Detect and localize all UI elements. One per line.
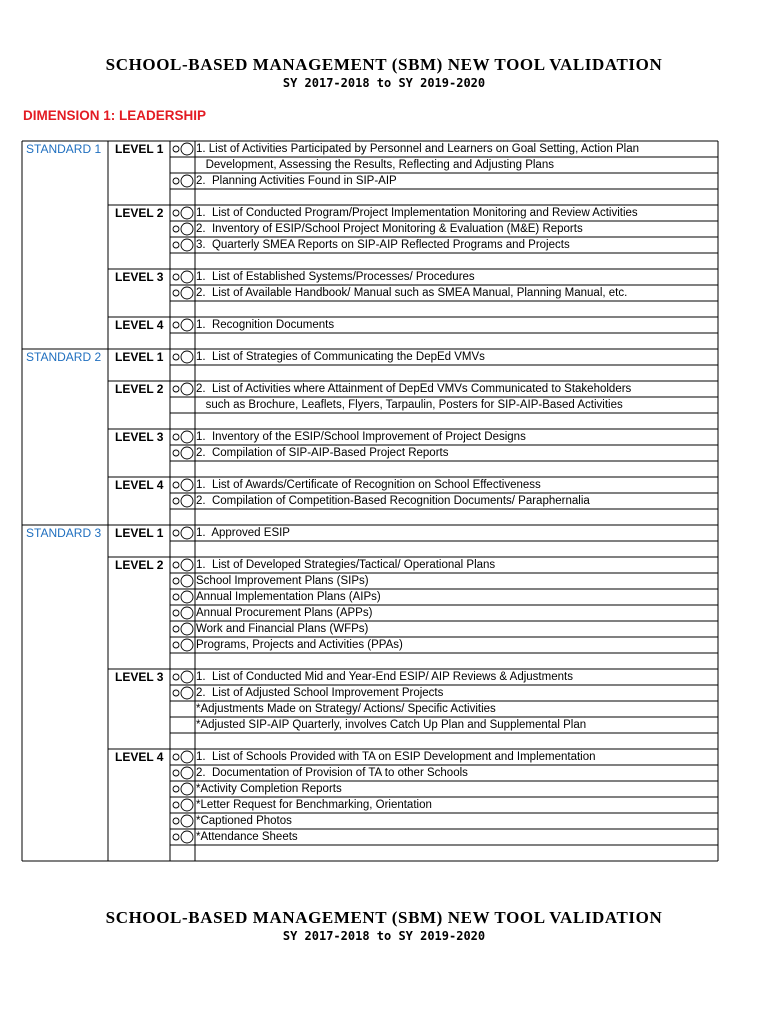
- requirement-text: Annual Implementation Plans (AIPs): [196, 591, 381, 603]
- checkbox-icon[interactable]: [171, 318, 196, 332]
- checkbox-icon[interactable]: [171, 382, 196, 396]
- requirement-text: 2. Compilation of Competition-Based Recognition Documents/ Paraphernalia: [196, 495, 590, 507]
- checkbox-icon[interactable]: [171, 670, 196, 684]
- requirement-text: 2. List of Activities where Attainment of DepEd VMVs Communicated to Stakeholders: [196, 383, 632, 395]
- requirement-text: 1. List of Awards/Certificate of Recognition on School Effectiveness: [196, 479, 541, 491]
- checkbox-icon[interactable]: [171, 142, 196, 156]
- standard-label: STANDARD 2: [26, 350, 102, 364]
- level-label: LEVEL 2: [115, 382, 164, 396]
- checkbox-icon[interactable]: [171, 286, 196, 300]
- requirement-text: *Adjusted SIP-AIP Quarterly, involves Catch Up Plan and Supplemental Plan: [196, 719, 587, 731]
- standard-label: STANDARD 3: [26, 526, 102, 540]
- checkbox-icon[interactable]: [171, 814, 196, 828]
- checkbox-icon[interactable]: [171, 606, 196, 620]
- level-label: LEVEL 4: [115, 478, 164, 492]
- level-label: LEVEL 4: [115, 750, 164, 764]
- requirement-text: Annual Procurement Plans (APPs): [196, 607, 373, 619]
- checkbox-icon[interactable]: [171, 174, 196, 188]
- level-label: LEVEL 2: [115, 206, 164, 220]
- checkbox-icon[interactable]: [171, 222, 196, 236]
- requirement-text: *Letter Request for Benchmarking, Orientation: [196, 799, 432, 811]
- requirement-text: 1. List of Schools Provided with TA on ESIP Development and Implementation: [196, 751, 596, 763]
- checkbox-icon[interactable]: [171, 270, 196, 284]
- checkbox-icon[interactable]: [171, 766, 196, 780]
- requirement-text: 2. Inventory of ESIP/School Project Monitoring & Evaluation (M&E) Reports: [196, 223, 583, 235]
- level-label: LEVEL 1: [115, 526, 164, 540]
- requirement-text: such as Brochure, Leaflets, Flyers, Tarpaulin, Posters for SIP-AIP-Based Activities: [196, 399, 623, 411]
- checkbox-icon[interactable]: [171, 494, 196, 508]
- requirement-text: *Attendance Sheets: [196, 831, 298, 843]
- checkbox-icon[interactable]: [171, 686, 196, 700]
- checkbox-icon[interactable]: [171, 798, 196, 812]
- requirement-text: Programs, Projects and Activities (PPAs): [196, 639, 403, 651]
- page-subtitle: SY 2017-2018 to SY 2019-2020: [282, 76, 486, 90]
- checkbox-icon[interactable]: [171, 478, 196, 492]
- level-label: LEVEL 3: [115, 670, 164, 684]
- requirement-text: *Captioned Photos: [196, 815, 292, 827]
- checkbox-icon[interactable]: [171, 238, 196, 252]
- checkbox-icon[interactable]: [171, 574, 196, 588]
- requirement-text: 1. List of Strategies of Communicating the DepEd VMVs: [196, 351, 485, 363]
- requirement-text: 3. Quarterly SMEA Reports on SIP-AIP Reflected Programs and Projects: [196, 239, 570, 251]
- checkbox-icon[interactable]: [171, 430, 196, 444]
- requirement-text: 2. List of Available Handbook/ Manual such as SMEA Manual, Planning Manual, etc.: [196, 287, 628, 299]
- checkbox-icon[interactable]: [171, 622, 196, 636]
- level-label: LEVEL 3: [115, 270, 164, 284]
- checkbox-icon[interactable]: [171, 750, 196, 764]
- requirement-text: 1. Recognition Documents: [196, 319, 335, 331]
- requirement-text: Work and Financial Plans (WFPs): [196, 623, 369, 635]
- requirement-text: 1. List of Established Systems/Processes/ Procedures: [196, 271, 475, 283]
- checkbox-icon[interactable]: [171, 638, 196, 652]
- checkbox-icon[interactable]: [171, 446, 196, 460]
- level-label: LEVEL 2: [115, 558, 164, 572]
- requirement-text: 1. List of Conducted Mid and Year-End ESIP/ AIP Reviews & Adjustments: [196, 671, 573, 683]
- checkbox-icon[interactable]: [171, 782, 196, 796]
- checkbox-icon[interactable]: [171, 590, 196, 604]
- level-label: LEVEL 1: [115, 350, 164, 364]
- requirement-text: 2. Planning Activities Found in SIP-AIP: [196, 175, 397, 187]
- requirement-text: 2. Compilation of SIP-AIP-Based Project Reports: [196, 447, 449, 459]
- page-title-repeat: SCHOOL-BASED MANAGEMENT (SBM) NEW TOOL VALIDATION: [105, 908, 663, 927]
- checkbox-icon[interactable]: [171, 830, 196, 844]
- requirement-text: 2. Documentation of Provision of TA to other Schools: [196, 767, 468, 779]
- dimension-heading: DIMENSION 1: LEADERSHIP: [23, 108, 207, 123]
- checkbox-icon[interactable]: [171, 206, 196, 220]
- checkbox-icon[interactable]: [171, 558, 196, 572]
- requirement-text: Development, Assessing the Results, Reflecting and Adjusting Plans: [196, 159, 554, 171]
- requirement-text: 1. Inventory of the ESIP/School Improvement of Project Designs: [196, 431, 526, 443]
- requirement-text: 1. List of Conducted Program/Project Implementation Monitoring and Review Activities: [196, 207, 638, 219]
- page-title: SCHOOL-BASED MANAGEMENT (SBM) NEW TOOL VALIDATION: [105, 55, 663, 74]
- requirement-text: School Improvement Plans (SIPs): [196, 575, 369, 587]
- requirement-text: *Activity Completion Reports: [196, 783, 342, 795]
- level-label: LEVEL 1: [115, 142, 164, 156]
- requirement-text: 1. List of Developed Strategies/Tactical/ Operational Plans: [196, 559, 496, 571]
- requirement-text: 2. List of Adjusted School Improvement Projects: [196, 687, 444, 699]
- requirement-text: 1. Approved ESIP: [196, 527, 290, 539]
- standard-label: STANDARD 1: [26, 142, 102, 156]
- level-label: LEVEL 3: [115, 430, 164, 444]
- checkbox-icon[interactable]: [171, 526, 196, 540]
- checkbox-icon[interactable]: [171, 350, 196, 364]
- level-label: LEVEL 4: [115, 318, 164, 332]
- requirement-text: *Adjustments Made on Strategy/ Actions/ Specific Activities: [196, 703, 496, 715]
- requirement-text: 1. List of Activities Participated by Personnel and Learners on Goal Setting, Action Plan: [196, 143, 640, 155]
- page-subtitle-repeat: SY 2017-2018 to SY 2019-2020: [282, 929, 486, 943]
